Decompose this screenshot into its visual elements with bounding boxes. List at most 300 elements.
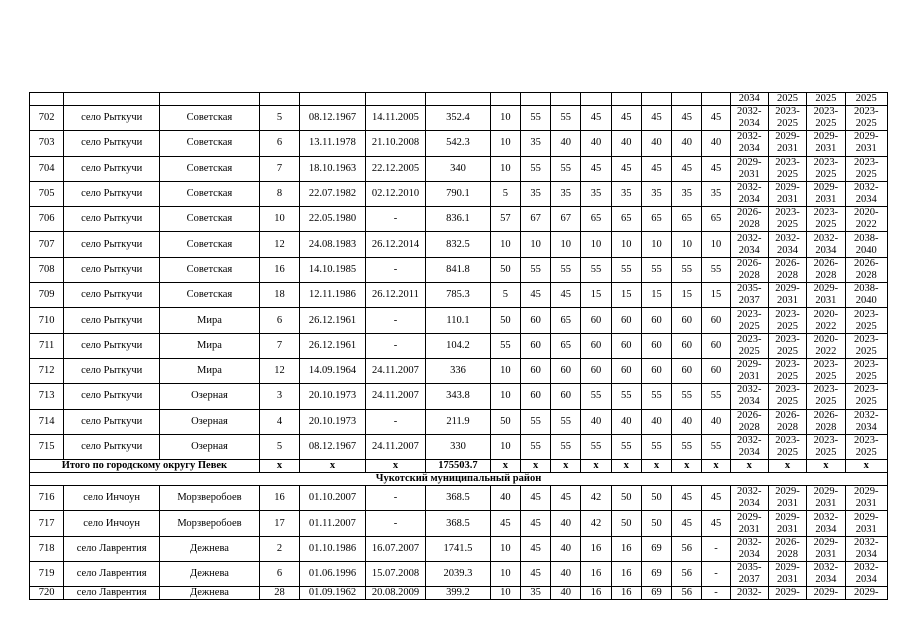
period-cell: 2023- 2025 <box>807 358 845 383</box>
table-row <box>30 106 888 131</box>
wear-cell: 55 <box>611 257 641 282</box>
wear-cell: 67 <box>551 207 581 232</box>
repair-date-cell: 15.07.2008 <box>365 562 425 587</box>
wear-cell: 45 <box>520 511 550 536</box>
street-cell: Морзверобоев <box>160 486 260 511</box>
wear-cell: 45 <box>581 106 611 131</box>
period-cell: 2026- 2028 <box>768 409 806 434</box>
document-page <box>29 92 888 600</box>
row-number: 716 <box>30 486 64 511</box>
area-cell: 1741.5 <box>426 536 491 561</box>
table-row <box>30 257 888 282</box>
repair-date-cell: 24.11.2007 <box>365 434 425 459</box>
wear-cell: 60 <box>702 358 730 383</box>
wear-cell: 35 <box>702 181 730 206</box>
wear-cell: 55 <box>551 257 581 282</box>
repair-date-cell: - <box>365 511 425 536</box>
period-cell: 2026- 2028 <box>845 257 887 282</box>
area-cell: 832.5 <box>426 232 491 257</box>
period-cell: 2023- 2025 <box>768 106 806 131</box>
wear-cell: 55 <box>672 434 702 459</box>
period-cell: 2038- 2040 <box>845 283 887 308</box>
settlement-cell: село Рыткучи <box>64 283 160 308</box>
house-number-cell: 16 <box>259 257 299 282</box>
settlement-cell: село Рыткучи <box>64 131 160 156</box>
settlement-cell: село Рыткучи <box>64 308 160 333</box>
wear-cell: 42 <box>581 511 611 536</box>
wear-cell: 55 <box>641 434 671 459</box>
empty-cell <box>551 93 581 106</box>
wear-cell: 60 <box>520 358 550 383</box>
period-cell: 2025 <box>768 93 806 106</box>
wear-cell: 55 <box>520 106 550 131</box>
period-cell: 2023- 2025 <box>845 384 887 409</box>
wear-cell: 45 <box>611 106 641 131</box>
wear-cell: 45 <box>490 511 520 536</box>
period-cell: 2020- 2022 <box>807 308 845 333</box>
period-cell: 2026- 2028 <box>768 257 806 282</box>
area-cell: 542.3 <box>426 131 491 156</box>
commission-date-cell: 01.10.2007 <box>300 486 366 511</box>
total-cell: х <box>520 460 550 473</box>
district-row <box>30 473 888 486</box>
house-number-cell: 18 <box>259 283 299 308</box>
wear-cell: 55 <box>520 257 550 282</box>
table-row <box>30 587 888 600</box>
period-cell: 2023- 2025 <box>845 333 887 358</box>
wear-cell: 55 <box>551 409 581 434</box>
wear-cell: 10 <box>490 384 520 409</box>
wear-cell: 60 <box>611 333 641 358</box>
wear-cell: 55 <box>672 257 702 282</box>
row-number: 713 <box>30 384 64 409</box>
wear-cell: 10 <box>490 131 520 156</box>
settlement-cell: село Рыткучи <box>64 207 160 232</box>
wear-cell: 65 <box>672 207 702 232</box>
commission-date-cell: 01.11.2007 <box>300 511 366 536</box>
wear-cell: 60 <box>581 308 611 333</box>
wear-cell: 40 <box>551 511 581 536</box>
table-row <box>30 384 888 409</box>
wear-cell: 10 <box>490 562 520 587</box>
period-cell: 2032- 2034 <box>730 232 768 257</box>
repair-date-cell: 22.12.2005 <box>365 156 425 181</box>
commission-date-cell: 01.10.1986 <box>300 536 366 561</box>
empty-cell <box>30 93 64 106</box>
commission-date-cell: 08.12.1967 <box>300 434 366 459</box>
wear-cell: 40 <box>551 131 581 156</box>
table-row <box>30 283 888 308</box>
wear-cell: 65 <box>551 333 581 358</box>
wear-cell: 40 <box>581 409 611 434</box>
empty-cell <box>426 93 491 106</box>
total-cell: х <box>611 460 641 473</box>
wear-cell: 55 <box>581 257 611 282</box>
total-label: Итого по городскому округу Певек <box>30 460 260 473</box>
empty-cell <box>160 93 260 106</box>
area-cell: 841.8 <box>426 257 491 282</box>
wear-cell: 65 <box>611 207 641 232</box>
wear-cell: 67 <box>520 207 550 232</box>
period-cell: 2029- <box>845 587 887 600</box>
settlement-cell: село Рыткучи <box>64 409 160 434</box>
repair-date-cell: - <box>365 409 425 434</box>
period-cell: 2026- 2028 <box>730 257 768 282</box>
period-cell: 2029- 2031 <box>768 131 806 156</box>
wear-cell: 5 <box>490 283 520 308</box>
house-number-cell: 16 <box>259 486 299 511</box>
period-cell: 2032- 2034 <box>730 536 768 561</box>
wear-cell: 60 <box>611 358 641 383</box>
wear-cell: 10 <box>490 434 520 459</box>
wear-cell: 55 <box>490 333 520 358</box>
total-cell: х <box>551 460 581 473</box>
wear-cell: 45 <box>641 106 671 131</box>
total-cell: х <box>365 460 425 473</box>
wear-cell: 10 <box>490 232 520 257</box>
wear-cell: 35 <box>641 181 671 206</box>
empty-cell <box>641 93 671 106</box>
house-number-cell: 8 <box>259 181 299 206</box>
repair-date-cell: - <box>365 257 425 282</box>
wear-cell: 40 <box>551 587 581 600</box>
row-number: 703 <box>30 131 64 156</box>
table-row <box>30 409 888 434</box>
period-cell: 2035- 2037 <box>730 283 768 308</box>
table-row <box>30 93 888 106</box>
area-cell: 352.4 <box>426 106 491 131</box>
area-cell: 836.1 <box>426 207 491 232</box>
empty-cell <box>520 93 550 106</box>
wear-cell: 10 <box>490 358 520 383</box>
commission-date-cell: 14.10.1985 <box>300 257 366 282</box>
row-number: 717 <box>30 511 64 536</box>
total-cell: х <box>641 460 671 473</box>
wear-cell: 65 <box>702 207 730 232</box>
wear-cell: 60 <box>672 358 702 383</box>
table-row <box>30 308 888 333</box>
street-cell: Советская <box>160 207 260 232</box>
wear-cell: 16 <box>581 562 611 587</box>
wear-cell: 40 <box>641 409 671 434</box>
period-cell: 2023- 2025 <box>768 156 806 181</box>
street-cell: Советская <box>160 232 260 257</box>
settlement-cell: село Рыткучи <box>64 333 160 358</box>
area-cell: 368.5 <box>426 511 491 536</box>
street-cell: Советская <box>160 283 260 308</box>
wear-cell: 16 <box>611 536 641 561</box>
period-cell: 2032- 2034 <box>768 232 806 257</box>
commission-date-cell: 01.06.1996 <box>300 562 366 587</box>
period-cell: 2029- 2031 <box>730 358 768 383</box>
wear-cell: 55 <box>672 384 702 409</box>
wear-cell: 57 <box>490 207 520 232</box>
repair-date-cell: 14.11.2005 <box>365 106 425 131</box>
period-cell: 2029- 2031 <box>768 486 806 511</box>
wear-cell: 60 <box>581 358 611 383</box>
wear-cell: 45 <box>641 156 671 181</box>
table-row <box>30 434 888 459</box>
wear-cell: 10 <box>520 232 550 257</box>
street-cell: Мира <box>160 333 260 358</box>
period-cell: 2029- 2031 <box>807 486 845 511</box>
wear-cell: 45 <box>672 486 702 511</box>
house-number-cell: 10 <box>259 207 299 232</box>
wear-cell: 55 <box>551 434 581 459</box>
wear-cell: 16 <box>611 562 641 587</box>
repair-date-cell: 24.11.2007 <box>365 384 425 409</box>
settlement-cell: село Инчоун <box>64 511 160 536</box>
wear-cell: 40 <box>672 409 702 434</box>
period-cell: 2029- 2031 <box>845 486 887 511</box>
period-cell: 2026- 2028 <box>768 536 806 561</box>
wear-cell: 10 <box>581 232 611 257</box>
commission-date-cell: 26.12.1961 <box>300 333 366 358</box>
wear-cell: 5 <box>490 181 520 206</box>
empty-cell <box>702 93 730 106</box>
house-number-cell: 12 <box>259 358 299 383</box>
period-cell: 2029- <box>807 587 845 600</box>
period-cell: 2032- 2034 <box>845 181 887 206</box>
wear-cell: 55 <box>611 434 641 459</box>
wear-cell: 10 <box>641 232 671 257</box>
wear-cell: 10 <box>490 106 520 131</box>
period-cell: 2035- 2037 <box>730 562 768 587</box>
total-cell: х <box>490 460 520 473</box>
wear-cell: 45 <box>520 536 550 561</box>
period-cell: 2023- 2025 <box>845 106 887 131</box>
repair-date-cell: 24.11.2007 <box>365 358 425 383</box>
repair-date-cell: 16.07.2007 <box>365 536 425 561</box>
wear-cell: 55 <box>520 434 550 459</box>
area-cell: 330 <box>426 434 491 459</box>
commission-date-cell: 24.08.1983 <box>300 232 366 257</box>
wear-cell: 45 <box>702 511 730 536</box>
period-cell: 2026- 2028 <box>807 409 845 434</box>
commission-date-cell: 22.05.1980 <box>300 207 366 232</box>
area-cell: 110.1 <box>426 308 491 333</box>
wear-cell: 65 <box>641 207 671 232</box>
wear-cell: 45 <box>672 156 702 181</box>
street-cell: Дежнева <box>160 562 260 587</box>
wear-cell: 35 <box>611 181 641 206</box>
total-cell: х <box>730 460 768 473</box>
street-cell: Озерная <box>160 434 260 459</box>
settlement-cell: село Рыткучи <box>64 434 160 459</box>
table-row <box>30 486 888 511</box>
wear-cell: 55 <box>551 156 581 181</box>
commission-date-cell: 08.12.1967 <box>300 106 366 131</box>
period-cell: 2029- 2031 <box>845 511 887 536</box>
wear-cell: 60 <box>611 308 641 333</box>
street-cell: Мира <box>160 308 260 333</box>
period-cell: 2029- 2031 <box>768 562 806 587</box>
wear-cell: 60 <box>702 333 730 358</box>
wear-cell: 15 <box>672 283 702 308</box>
table-row <box>30 562 888 587</box>
period-cell: 2023- 2025 <box>768 358 806 383</box>
period-cell: 2032- 2034 <box>807 232 845 257</box>
empty-cell <box>365 93 425 106</box>
wear-cell: 56 <box>672 587 702 600</box>
wear-cell: 45 <box>672 511 702 536</box>
table-row <box>30 181 888 206</box>
wear-cell: 60 <box>520 333 550 358</box>
date2-cell: 20.08.2009 <box>365 587 425 600</box>
street-cell: Дежнева <box>160 536 260 561</box>
wear-cell: 40 <box>581 131 611 156</box>
period-cell: 2023- 2025 <box>730 308 768 333</box>
period-cell: 2032- 2034 <box>845 409 887 434</box>
wear-cell: 50 <box>641 511 671 536</box>
house-number-cell: 3 <box>259 384 299 409</box>
street-cell: Дежнева <box>160 587 260 600</box>
row-number: 702 <box>30 106 64 131</box>
repair-date-cell: 26.12.2011 <box>365 283 425 308</box>
row-number: 711 <box>30 333 64 358</box>
period-cell: 2029- 2031 <box>768 511 806 536</box>
period-cell: 2023- 2025 <box>768 207 806 232</box>
period-cell: 2023- 2025 <box>845 308 887 333</box>
settlement-cell: село Рыткучи <box>64 181 160 206</box>
total-cell: х <box>768 460 806 473</box>
street-cell: Советская <box>160 106 260 131</box>
area-cell: 336 <box>426 358 491 383</box>
period-cell: 2023- 2025 <box>845 156 887 181</box>
settlement-cell: село Лаврентия <box>64 562 160 587</box>
wear-cell: 50 <box>611 511 641 536</box>
period-cell: 2029- 2031 <box>730 511 768 536</box>
commission-date-cell: 14.09.1964 <box>300 358 366 383</box>
row-number: 706 <box>30 207 64 232</box>
wear-cell: 60 <box>520 308 550 333</box>
wear-cell: 15 <box>641 283 671 308</box>
wear-cell: 55 <box>702 384 730 409</box>
wear-cell: 45 <box>581 156 611 181</box>
wear-cell: 45 <box>672 106 702 131</box>
period-cell: 2029- 2031 <box>807 283 845 308</box>
wear-cell: 69 <box>641 536 671 561</box>
table-row <box>30 536 888 561</box>
repair-date-cell: - <box>365 486 425 511</box>
wear-cell: 50 <box>490 257 520 282</box>
wear-cell: 45 <box>520 562 550 587</box>
wear-cell: 35 <box>551 181 581 206</box>
repair-date-cell: - <box>365 333 425 358</box>
period-cell: 2032- 2034 <box>730 486 768 511</box>
house-number-cell: 6 <box>259 562 299 587</box>
table-row <box>30 232 888 257</box>
settlement-cell: село Рыткучи <box>64 257 160 282</box>
period-cell: 2029- 2031 <box>807 536 845 561</box>
period-cell: 2029- 2031 <box>807 181 845 206</box>
repair-date-cell: - <box>365 207 425 232</box>
settlement-cell: село Рыткучи <box>64 384 160 409</box>
area-cell: 340 <box>426 156 491 181</box>
wear-cell: 60 <box>551 358 581 383</box>
period-cell: 2020- 2022 <box>807 333 845 358</box>
wear-cell: 55 <box>520 409 550 434</box>
total-cell: х <box>259 460 299 473</box>
period-cell: 2020- 2022 <box>845 207 887 232</box>
wear-cell: 69 <box>641 562 671 587</box>
wear-cell: 69 <box>641 587 671 600</box>
wear-cell: 60 <box>672 308 702 333</box>
period-cell: 2023- 2025 <box>768 434 806 459</box>
commission-date-cell: 12.11.1986 <box>300 283 366 308</box>
period-cell: 2029- 2031 <box>768 283 806 308</box>
wear-cell: - <box>702 562 730 587</box>
repair-date-cell: 21.10.2008 <box>365 131 425 156</box>
row-number: 708 <box>30 257 64 282</box>
wear-cell: 45 <box>702 486 730 511</box>
table-row <box>30 156 888 181</box>
wear-cell: 35 <box>520 131 550 156</box>
street-cell: Советская <box>160 257 260 282</box>
area-cell: 785.3 <box>426 283 491 308</box>
wear-cell: 55 <box>581 384 611 409</box>
period-cell: 2032- 2034 <box>730 131 768 156</box>
period-cell: 2032- 2034 <box>730 106 768 131</box>
period-cell: 2023- 2025 <box>807 207 845 232</box>
area-cell: 399.2 <box>426 587 491 600</box>
period-cell: 2029- <box>768 587 806 600</box>
period-cell: 2023- 2025 <box>807 384 845 409</box>
wear-cell: - <box>702 587 730 600</box>
wear-cell: 60 <box>702 308 730 333</box>
wear-cell: 55 <box>702 434 730 459</box>
wear-cell: 60 <box>581 333 611 358</box>
period-cell: 2029- 2031 <box>768 181 806 206</box>
period-cell: 2032- <box>730 587 768 600</box>
date1-cell: 01.09.1962 <box>300 587 366 600</box>
wear-cell: 56 <box>672 562 702 587</box>
wear-cell: 16 <box>581 536 611 561</box>
area-cell: 104.2 <box>426 333 491 358</box>
house-number-cell: 7 <box>259 333 299 358</box>
wear-cell: 55 <box>641 257 671 282</box>
wear-cell: 10 <box>490 587 520 600</box>
period-cell: 2023- 2025 <box>845 358 887 383</box>
row-number: 715 <box>30 434 64 459</box>
settlement-cell: село Лаврентия <box>64 587 160 600</box>
commission-date-cell: 20.10.1973 <box>300 384 366 409</box>
row-number: 707 <box>30 232 64 257</box>
table-row <box>30 333 888 358</box>
wear-cell: 16 <box>611 587 641 600</box>
period-cell: 2029- 2031 <box>730 156 768 181</box>
wear-cell: 55 <box>641 384 671 409</box>
wear-cell: 16 <box>581 587 611 600</box>
wear-cell: 55 <box>702 257 730 282</box>
house-number-cell: 17 <box>259 511 299 536</box>
empty-cell <box>672 93 702 106</box>
house-number-cell: 12 <box>259 232 299 257</box>
period-cell: 2023- 2025 <box>768 384 806 409</box>
area-cell: 343.8 <box>426 384 491 409</box>
empty-cell <box>259 93 299 106</box>
period-cell: 2023- 2025 <box>807 156 845 181</box>
wear-cell: 35 <box>581 181 611 206</box>
empty-cell <box>64 93 160 106</box>
wear-cell: 10 <box>672 232 702 257</box>
area-cell: 790.1 <box>426 181 491 206</box>
period-cell: 2032- 2034 <box>730 434 768 459</box>
district-heading: Чукотский муниципальный район <box>30 473 888 486</box>
wear-cell: 10 <box>702 232 730 257</box>
settlement-cell: село Рыткучи <box>64 106 160 131</box>
house-number-cell: 5 <box>259 106 299 131</box>
